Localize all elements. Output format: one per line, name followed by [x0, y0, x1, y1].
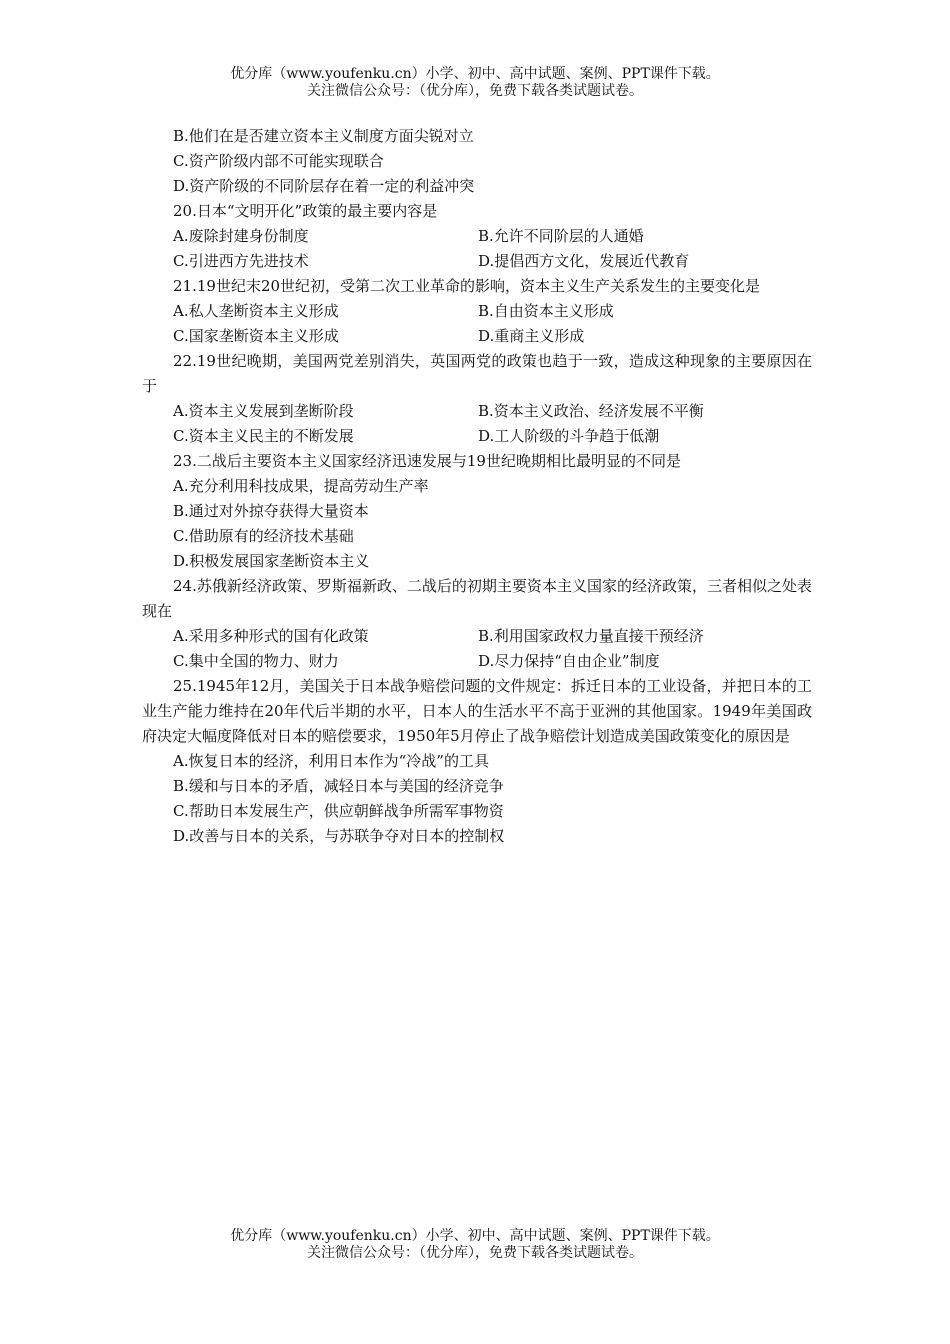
q20-option-a: A.废除封建身份制度 — [173, 227, 309, 245]
q24-options-row-1 — [142, 624, 812, 649]
q24-options-row-2 — [142, 649, 812, 674]
q20-options-row-1 — [142, 224, 812, 249]
q22-stem: 22.19世纪晚期，美国两党差别消失，英国两党的政策也趋于一致，造成这种现象的主要原因在于 — [142, 352, 812, 395]
q21-option-d: D.重商主义形成 — [478, 327, 585, 345]
q23-stem: 23.二战后主要资本主义国家经济迅速发展与19世纪晚期相比最明显的不同是 — [173, 452, 681, 470]
q25-option-a: A.恢复日本的经济，利用日本作为“冷战”的工具 — [173, 752, 489, 770]
q25-option-d: D.改善与日本的关系，与苏联争夺对日本的控制权 — [173, 827, 505, 845]
q24-option-a: A.采用多种形式的国有化政策 — [173, 627, 369, 645]
q22-option-c: C.资本主义民主的不断发展 — [173, 427, 354, 445]
q19-option-b: B.他们在是否建立资本主义制度方面尖锐对立 — [173, 127, 474, 145]
q21-options-row-2 — [142, 324, 812, 349]
footer-line-1: 优分库（www.youfenku.cn）小学、初中、高中试题、案例、PPT课件下载。 — [230, 1228, 720, 1244]
q24-stem: 24.苏俄新经济政策、罗斯福新政、二战后的初期主要资本主义国家的经济政策，三者相似之处表现在 — [142, 577, 812, 620]
q22-option-d: D.工人阶级的斗争趋于低潮 — [478, 427, 660, 445]
q22-options-row-2 — [142, 424, 812, 449]
q25-stem: 25.1945年12月，美国关于日本战争赔偿问题的文件规定：拆迁日本的工业设备，并把日本的工业生产能力维持在20年代后半期的水平，日本人的生活水平不高于亚洲的其他国家。1949年美国政府决定大幅度降低对日本的赔偿要求，1950年5月停止了战争赔偿计划造成美国政策变化的原因是 — [142, 677, 812, 745]
q21-options-row-1 — [142, 299, 812, 324]
q23-option-c: C.借助原有的经济技术基础 — [173, 527, 354, 545]
q24-option-c: C.集中全国的物力、财力 — [173, 652, 339, 670]
q24-option-d: D.尽力保持“自由企业”制度 — [478, 652, 660, 670]
page-header — [0, 66, 950, 100]
q19-option-c: C.资产阶级内部不可能实现联合 — [173, 152, 384, 170]
q23-option-b: B.通过对外掠夺获得大量资本 — [173, 502, 369, 520]
q21-option-c: C.国家垄断资本主义形成 — [173, 327, 339, 345]
q20-stem: 20.日本“文明开化”政策的最主要内容是 — [173, 202, 438, 220]
q20-option-b: B.允许不同阶层的人通婚 — [478, 227, 644, 245]
q24-option-b: B.利用国家政权力量直接干预经济 — [478, 627, 704, 645]
q21-option-b: B.自由资本主义形成 — [478, 302, 614, 320]
q25-option-b: B.缓和与日本的矛盾，减轻日本与美国的经济竞争 — [173, 777, 504, 795]
q22-options-row-1 — [142, 399, 812, 424]
header-line-1: 优分库（www.youfenku.cn）小学、初中、高中试题、案例、PPT课件下载。 — [230, 66, 720, 82]
q20-options-row-2 — [142, 249, 812, 274]
footer-line-2: 关注微信公众号：（优分库），免费下载各类试题试卷。 — [307, 1245, 643, 1261]
q22-option-b: B.资本主义政治、经济发展不平衡 — [478, 402, 704, 420]
header-line-2: 关注微信公众号：（优分库），免费下载各类试题试卷。 — [307, 83, 643, 99]
page-footer — [0, 1228, 950, 1262]
q21-option-a: A.私人垄断资本主义形成 — [173, 302, 339, 320]
q23-option-d: D.积极发展国家垄断资本主义 — [173, 552, 370, 570]
exam-content — [142, 124, 812, 849]
q25-option-c: C.帮助日本发展生产，供应朝鲜战争所需军事物资 — [173, 802, 504, 820]
q22-option-a: A.资本主义发展到垄断阶段 — [173, 402, 354, 420]
q20-option-d: D.提倡西方文化，发展近代教育 — [478, 252, 690, 270]
q19-option-d: D.资产阶级的不同阶层存在着一定的利益冲突 — [173, 177, 475, 195]
q23-option-a: A.充分利用科技成果，提高劳动生产率 — [173, 477, 429, 495]
q20-option-c: C.引进西方先进技术 — [173, 252, 309, 270]
q21-stem: 21.19世纪末20世纪初，受第二次工业革命的影响，资本主义生产关系发生的主要变化是 — [173, 277, 761, 295]
